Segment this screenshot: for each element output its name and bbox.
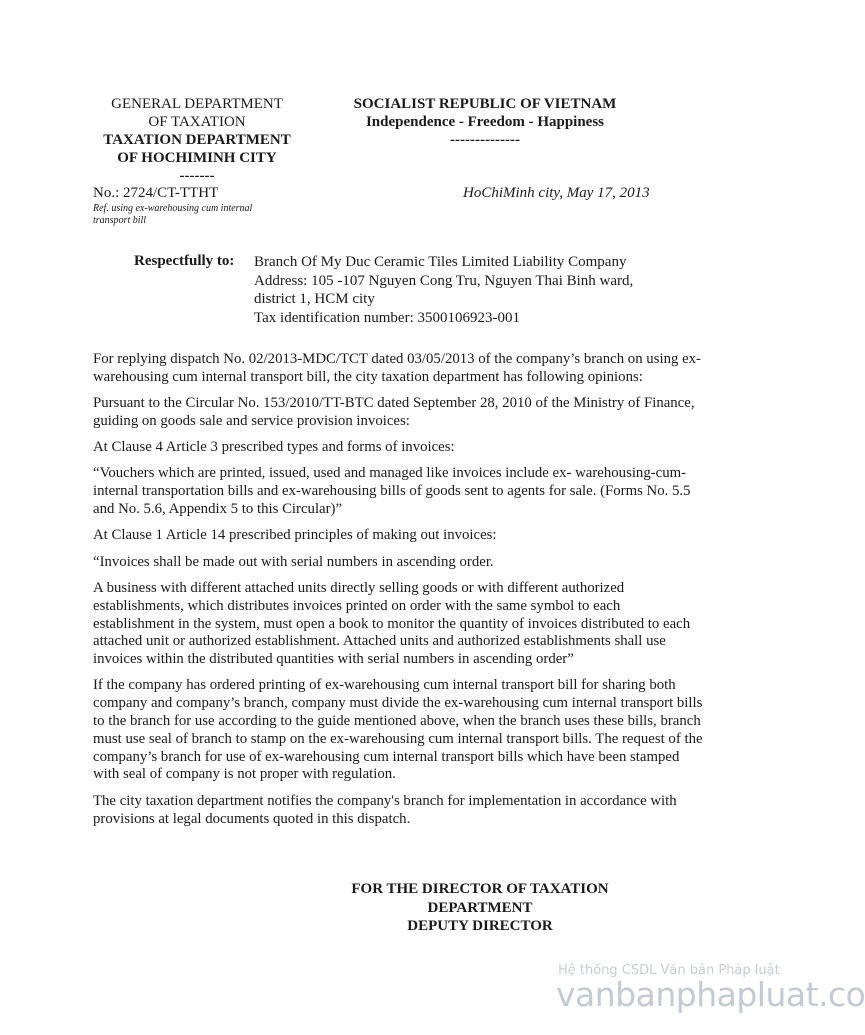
document-date: HoChiMinh city, May 17, 2013 bbox=[463, 185, 650, 201]
national-header bbox=[330, 95, 640, 149]
body-paragraph: The city taxation department notifies the company's branch for implementation in accordance with provisions at legal documents quoted in this dispatch. bbox=[93, 792, 677, 827]
body-paragraph: A business with different attached units directly selling goods or with different authorized establishments, which distributes invoices printed on order with the same symbol to each establishment in the system, must open a book to monitor the quantity of invoices distributed to each attached unit or authorized establishment. Attached units and authorized establishments shall use invoices within the distributed quantities with serial numbers in ascending order” bbox=[93, 579, 691, 668]
watermark-site: vanbanphapluat.co bbox=[556, 975, 865, 1014]
body-paragraph: If the company has ordered printing of ex-warehousing cum internal transport bill for sharing both company and company’s branch, company must divide the ex-warehousing cum internal transport bills to the branch for use according to the guide mentioned above, when the branch uses these bills, branch must use seal of branch to stamp on the ex-warehousing cum internal transport bills. The request of the company’s branch for use of ex-warehousing cum internal transport bills which have been stamped with seal of company is not proper with regulation. bbox=[93, 677, 703, 783]
body-paragraph: At Clause 1 Article 14 prescribed principles of making out invoices: bbox=[93, 527, 497, 544]
country-name: SOCIALIST REPUBLIC OF VIETNAM bbox=[353, 96, 617, 112]
issuer-header bbox=[88, 95, 306, 185]
recipient-address-district: district 1, HCM city bbox=[254, 291, 375, 307]
body-paragraph: “Invoices shall be made out with serial numbers in ascending order. bbox=[93, 553, 494, 570]
body-paragraph: “Vouchers which are printed, issued, used and managed like invoices include ex- warehousing-cum-internal transportation bills and ex-warehousing bills of goods sent to agents for sale. (Forms No. 5.5 and No. 5.6, Appendix 5 to this Circular)” bbox=[93, 465, 691, 518]
issuer-line-2: OF TAXATION bbox=[148, 114, 246, 130]
recipient-tax-id: Tax identification number: 3500106923-001 bbox=[254, 309, 520, 326]
signature-line-1: FOR THE DIRECTOR OF TAXATION bbox=[351, 881, 609, 897]
issuer-divider: ------- bbox=[179, 168, 215, 184]
watermark-caption: Hệ thống CSDL Văn bản Pháp luật bbox=[558, 963, 780, 978]
body-paragraph: Pursuant to the Circular No. 153/2010/TT-BTC dated September 28, 2010 of the Ministry of Finance, guiding on goods sale and service provision invoices: bbox=[93, 395, 695, 429]
document-body bbox=[93, 351, 705, 837]
document-reference: Ref. using ex-warehousing cum internal transport bill bbox=[93, 203, 253, 226]
recipient-block bbox=[254, 253, 684, 327]
issuer-line-1: GENERAL DEPARTMENT bbox=[111, 96, 283, 112]
national-motto: Independence - Freedom - Happiness bbox=[365, 114, 605, 130]
recipient-name: Branch Of My Duc Ceramic Tiles Limited Liability Company bbox=[254, 254, 627, 270]
signature-line-2: DEPARTMENT bbox=[427, 899, 533, 916]
document-number: No.: 2724/CT-TTHT bbox=[93, 185, 219, 201]
issuer-line-4: OF HOCHIMINH CITY bbox=[117, 150, 277, 166]
recipient-label: Respectfully to: bbox=[134, 253, 235, 269]
signature-title: DEPUTY DIRECTOR bbox=[407, 918, 553, 934]
issuer-line-3: TAXATION DEPARTMENT bbox=[103, 132, 291, 148]
national-divider: -------------- bbox=[450, 132, 520, 148]
body-paragraph: At Clause 4 Article 3 prescribed types and forms of invoices: bbox=[93, 439, 455, 456]
body-paragraph: For replying dispatch No. 02/2013-MDC/TCT dated 03/05/2013 of the company’s branch on using ex-warehousing cum internal transport bill, the city taxation department has following opinions: bbox=[93, 351, 701, 385]
signature-block bbox=[330, 880, 630, 936]
recipient-address: Address: 105 -107 Nguyen Cong Tru, Nguyen Thai Binh ward, bbox=[254, 272, 634, 289]
